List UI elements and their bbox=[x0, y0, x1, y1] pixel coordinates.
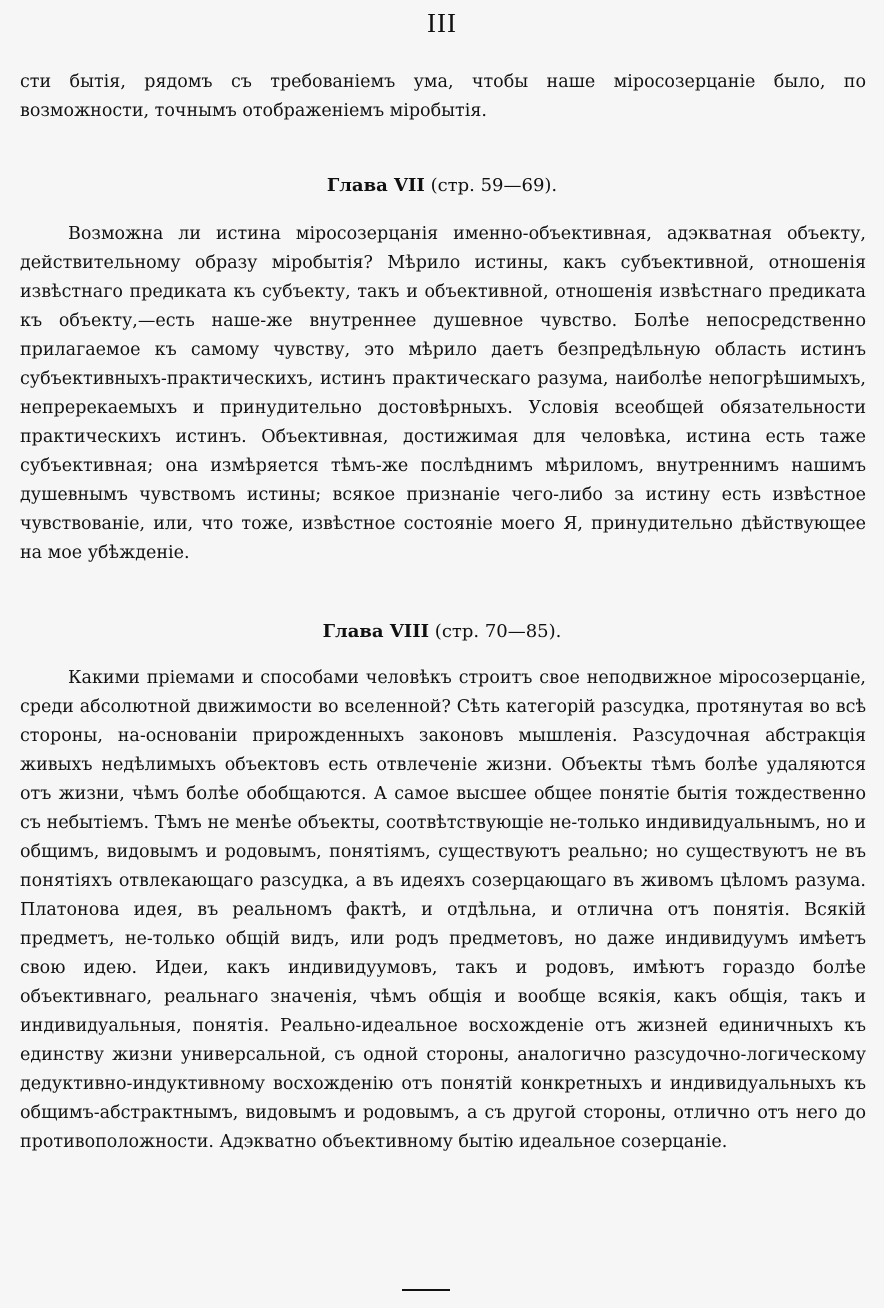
chapter-8-title: Глава VIII bbox=[322, 621, 430, 642]
page-number: III bbox=[427, 8, 457, 38]
chapter-7-title: Глава VII bbox=[326, 175, 425, 196]
chapter-8-summary: Какими пріемами и способами человѣкъ строитъ свое неподвижное міросозерцаніе, среди абсолютной движимости во вселенной? Сѣть категорій разсудка, протянутая во всѣ стороны, на-основаніи прирожденныхъ законовъ мышленія. Разсудочная абстракція живыхъ недѣлимыхъ объектовъ есть отвлеченіе жизни. Объекты тѣмъ болѣе удаляются отъ жизни, чѣмъ болѣе обобщаются. А самое высшее общее понятіе бытія тождественно съ небытіемъ. Тѣмъ не менѣе объекты, соотвѣтствующіе не-только индивидуальнымъ, но и общимъ, видовымъ и родовымъ, понятіямъ, существуютъ реально; но существуютъ не въ понятіяхъ отвлекающаго разсудка, а въ идеяхъ созерцающаго въ живомъ цѣломъ разума. Платонова идея, въ реальномъ фактѣ, и отдѣльна, и отлична отъ понятія. Всякій предметъ, не-только общій видъ, или родъ предметовъ, но даже индивидуумъ имѣетъ свою идею. Идеи, какъ индивидуумовъ, такъ и родовъ, имѣютъ гораздо болѣе объективнаго, реальнаго значенія, чѣмъ общія и вообще всякія, какъ общія, такъ и индивидуальныя, понятія. Реально-идеальное восхожденіе отъ жизней единичныхъ къ единству жизни универсальной, съ одной стороны, аналогично разсудочно-логическому дедуктивно-индуктивному восхожденію отъ понятій конкретныхъ и индивидуальныхъ къ общимъ-абстрактнымъ, видовымъ и родовымъ, а съ другой стороны, отлично отъ него до противоположности. Адэкватно объективному бытію идеальное созерцаніе. bbox=[20, 668, 866, 1152]
chapter-8-heading bbox=[0, 618, 884, 646]
chapter-7-summary: Возможна ли истина міросозерцанія именно-объективная, адэкватная объекту, действительному образу міробытія? Мѣрило истины, какъ субъективной, отношенія извѣстнаго предиката къ субъекту, такъ и объективной, отношенія извѣстнаго предиката къ объекту,—есть наше-же внутреннее душевное чувство. Болѣе непосредственно прилагаемое къ самому чувству, это мѣрило даетъ безпредѣльную область истинъ субъективныхъ-практическихъ, истинъ практическаго разума, наиболѣе непогрѣшимыхъ, непререкаемыхъ и принудительно достовѣрныхъ. Условія всеобщей обязательности практическихъ истинъ. Объективная, достижимая для человѣка, истина есть таже субъективная; она измѣряется тѣмъ-же послѣднимъ мѣриломъ, внутреннимъ нашимъ душевнымъ чувствомъ истины; всякое признаніе чего-либо за истину есть извѣстное чувствованіе, или, что тоже, извѣстное состояніе моего Я, принудительно дѣйствующее на мое убѣжденіе. bbox=[20, 224, 866, 563]
chapter-7-pages: (стр. 59—69). bbox=[430, 175, 558, 196]
chapter-7-heading bbox=[0, 172, 884, 200]
intro-paragraph: сти бытія, рядомъ съ требованіемъ ума, чтобы наше міросозерцаніе было, по возможности, точнымъ отображеніемъ міробытія. bbox=[20, 72, 866, 121]
section-end-rule bbox=[402, 1289, 450, 1291]
chapter-8-pages: (стр. 70—85). bbox=[434, 621, 562, 642]
